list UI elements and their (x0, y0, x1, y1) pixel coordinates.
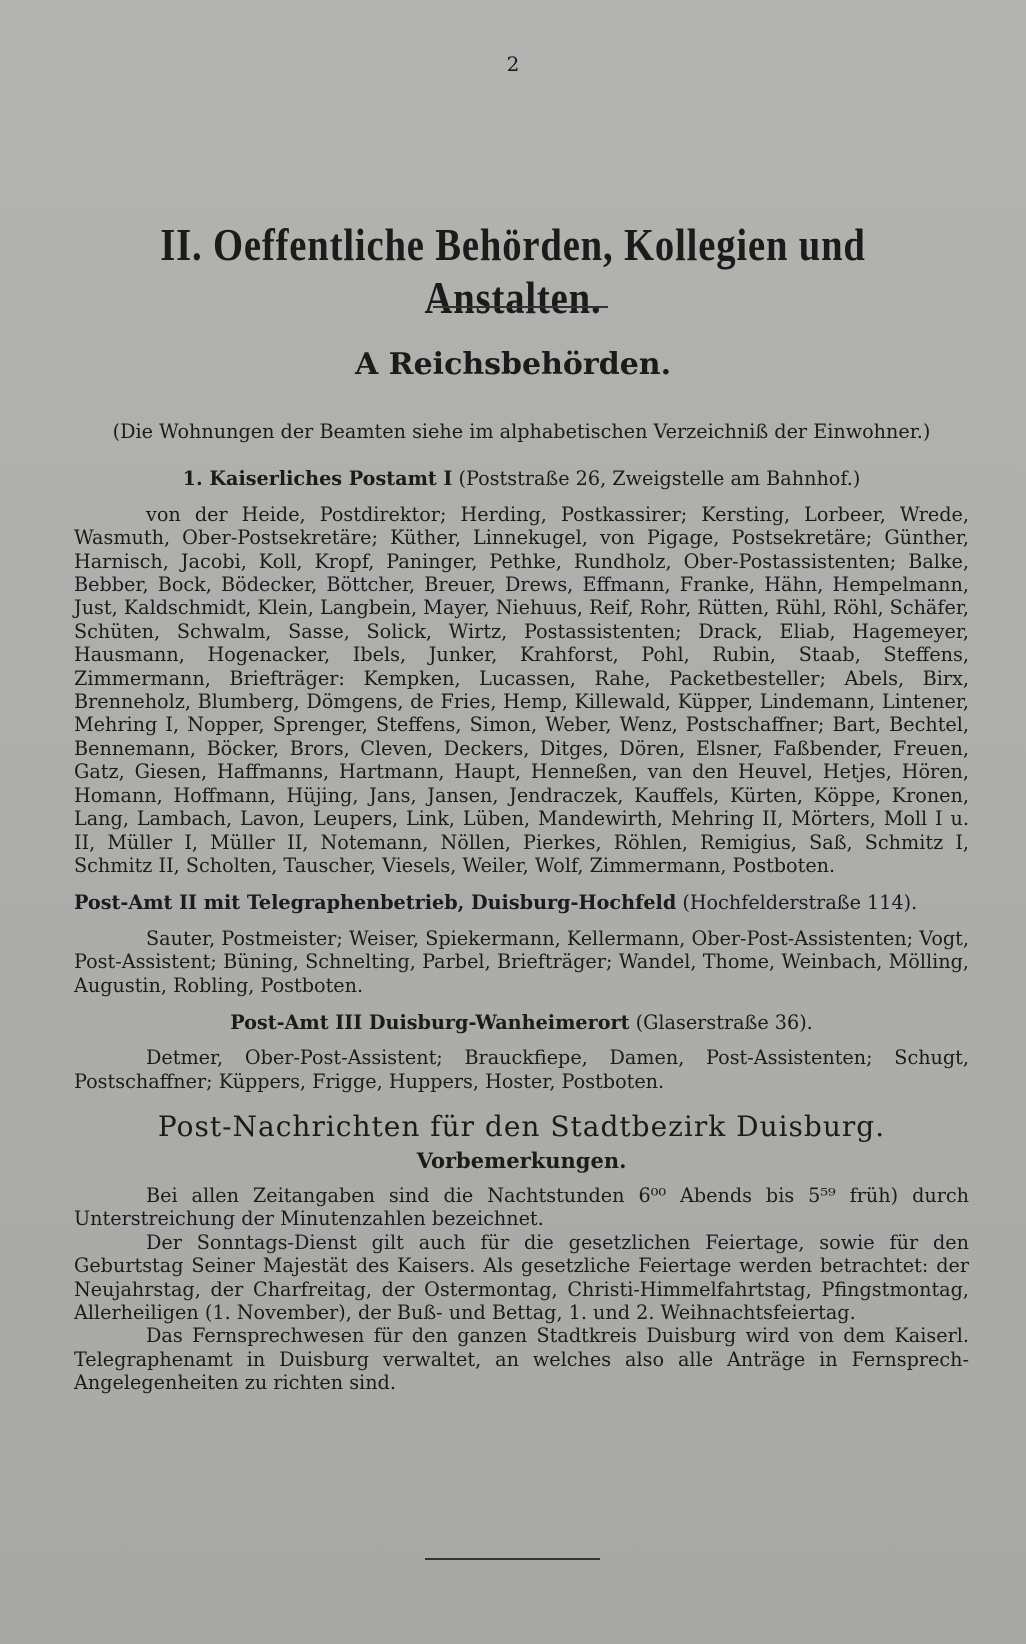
entry-heading-name: Post-Amt II mit Telegraphenbetrieb, Duisburg-Hochfeld (74, 891, 677, 915)
entry-heading-postamt-1 (74, 467, 969, 490)
post-nachrichten-title: Post-Nachrichten für den Stadtbezirk Duisburg. (157, 1110, 886, 1144)
section-title: II. Oeffentliche Behörden, Kollegien und Anstalten. (160, 219, 866, 323)
content-body (74, 420, 969, 1395)
entry-heading-postamt-3 (74, 1011, 969, 1034)
entry-heading-detail: (Poststraße 26, Zweigstelle am Bahnhof.) (458, 467, 861, 491)
paragraph-sonntagsdienst: Der Sonntags-Dienst gilt auch für die gesetzlichen Feiertage, sowie für den Geburtstag Seiner Majestät des Kaisers. Als gesetzliche Feiertage werden betrachtet: der Neujahrstag, der Charfreitag, der Ostermontag, Christi-Himmelfahrtstag, Pfingstmontag, Allerheiligen (1. November), der Buß- und Bettag, 1. und 2. Weihnachtsfeiertag. (74, 1230, 969, 1324)
entry-heading-detail: (Glaserstraße 36). (635, 1010, 813, 1034)
paragraph-zeitangaben: Bei allen Zeitangaben sind die Nachtstunden 6⁰⁰ Abends bis 5⁵⁹ früh) durch Unterstreichung der Minutenzahlen bezeichnet. (74, 1183, 969, 1231)
entry-text-postamt-3: Detmer, Ober-Post-Assistent; Brauckfiepe, Damen, Post-Assistenten; Schugt, Postschaffner; Küppers, Frigge, Huppers, Hoster, Postboten. (74, 1046, 969, 1093)
entry-heading-name: 1. Kaiserliches Postamt I (182, 467, 453, 491)
divider-top (433, 306, 608, 308)
entry-heading-detail: (Hochfelderstraße 114). (682, 891, 918, 915)
divider-bottom (425, 1558, 600, 1560)
subheading-reichsbehoerden: A Reichsbehörden. (354, 347, 672, 382)
page-number: 2 (506, 52, 520, 76)
entry-text-postamt-1: von der Heide, Postdirektor; Herding, Postkassirer; Kersting, Lorbeer, Wrede, Wasmuth, Ober-Postsekretäre; Küther, Linnekugel, von Pigage, Postsekretäre; Günther, Harnisch, Jacobi, Koll, Kropf, Paninger, Pethke, Rundholz, Ober-Postassistenten; Balke, Bebber, Bock, Bödecker, Böttcher, Breuer, Drews, Effmann, Franke, Hähn, Hempelmann, Just, Kaldschmidt, Klein, Langbein, Mayer, Niehuus, Reif, Rohr, Rütten, Rühl, Röhl, Schäfer, Schüten, Schwalm, Sasse, Solick, Wirtz, Postassistenten; Drack, Eliab, Hagemeyer, Hausmann, Hogenacker, Ibels, Junker, Krahforst, Pohl, Rubin, Staab, Steffens, Zimmermann, Briefträger: Kempken, Lucassen, Rahe, Packetbesteller; Abels, Birx, Brenneholz, Blumberg, Dömgens, de Fries, Hemp, Killewald, Küpper, Lindemann, Lintener, Mehring I, Nopper, Sprenger, Steffens, Simon, Weber, Wenz, Postschaffner; Bart, Bechtel, Bennemann, Böcker, Brors, Cleven, Deckers, Ditges, Dören, Elsner, Faßbender, Freuen, Gatz, Giesen, Haffmanns, Hartmann, Haupt, Henneßen, van den Heuvel, Hetjes, Hören, Homann, Hoffmann, Hüjing, Jans, Jansen, Jendraczek, Kauffels, Kürten, Köppe, Kronen, Lang, Lambach, Lavon, Leupers, Link, Lüben, Mandewirth, Mehring II, Mörters, Moll I u. II, Müller I, Müller II, Notemann, Nöllen, Pierkes, Röhlen, Remigius, Saß, Schmitz I, Schmitz II, Scholten, Tauscher, Viesels, Weiler, Wolf, Zimmermann, Postboten. (74, 502, 969, 877)
residence-note: (Die Wohnungen der Beamten siehe im alphabetischen Verzeichniß der Einwohner.) (112, 420, 931, 443)
entry-heading-postamt-2 (74, 891, 969, 914)
entry-text-postamt-2: Sauter, Postmeister; Weiser, Spiekermann, Kellermann, Ober-Post-Assistenten; Vogt, Post-Assistent; Büning, Schnelting, Parbel, Briefträger; Wandel, Thome, Weinbach, Mölling, Augustin, Robling, Postboten. (74, 926, 969, 997)
vorbemerkungen-title: Vorbemerkungen. (416, 1147, 627, 1173)
entry-heading-name: Post-Amt III Duisburg-Wanheimerort (230, 1010, 630, 1034)
paragraph-fernsprechwesen: Das Fernsprechwesen für den ganzen Stadtkreis Duisburg wird von dem Kaiserl. Telegraphenamt in Duisburg verwaltet, an welches also alle Anträge in Fernsprech-Angelegenheiten zu richten sind. (74, 1324, 969, 1395)
